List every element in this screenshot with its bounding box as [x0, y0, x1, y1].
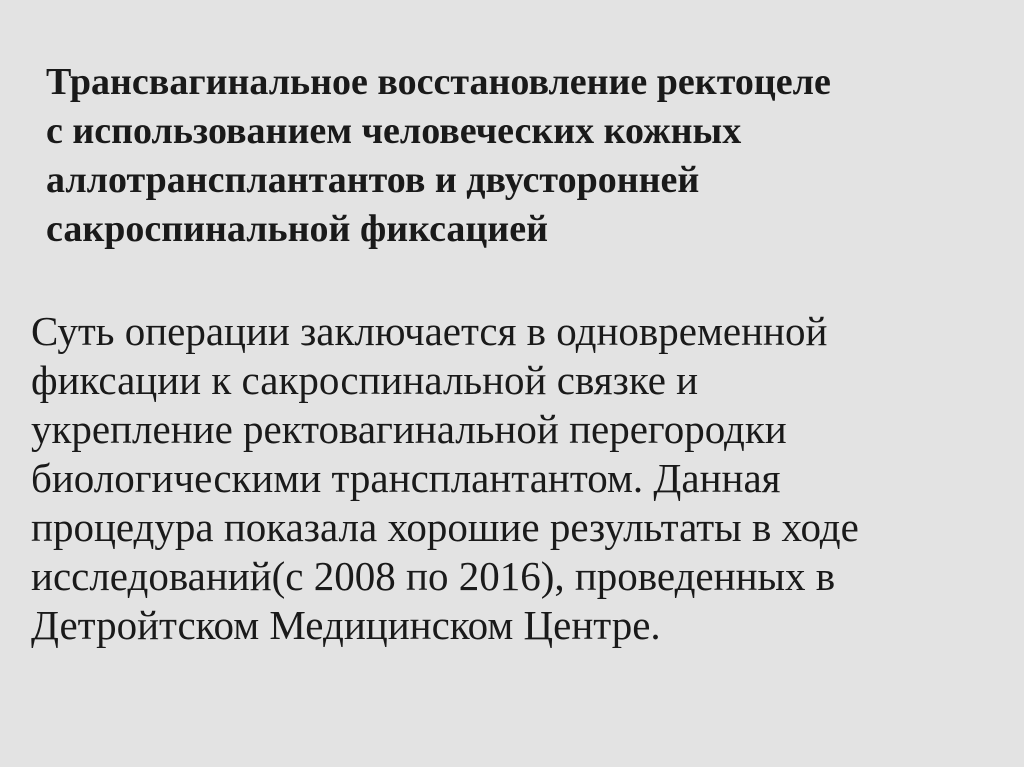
body-text-line: исследований(с 2008 по 2016), проведенных в: [31, 553, 836, 599]
slide-body-paragraph: [31, 307, 1011, 650]
body-text-line: биологическими трансплантантом. Данная: [31, 455, 781, 501]
body-text-line: укрепление ректовагинальной перегородки: [31, 406, 787, 452]
slide-title-line: с использованием человеческих кожных: [46, 110, 742, 152]
slide-title: [46, 58, 1006, 254]
body-text-line: Суть операции заключается в одновременной: [31, 308, 828, 354]
body-text-line: процедура показала хорошие результаты в ходе: [31, 504, 859, 550]
body-text-line: фиксации к сакроспинальной связке и: [31, 357, 699, 403]
slide-title-line: Трансвагинальное восстановление ректоцеле: [46, 61, 831, 103]
slide-title-line: сакроспинальной фиксацией: [46, 208, 548, 250]
slide-title-line: аллотрансплантантов и двусторонней: [46, 159, 700, 201]
body-text-line: Детройтском Медицинском Центре.: [31, 602, 661, 648]
